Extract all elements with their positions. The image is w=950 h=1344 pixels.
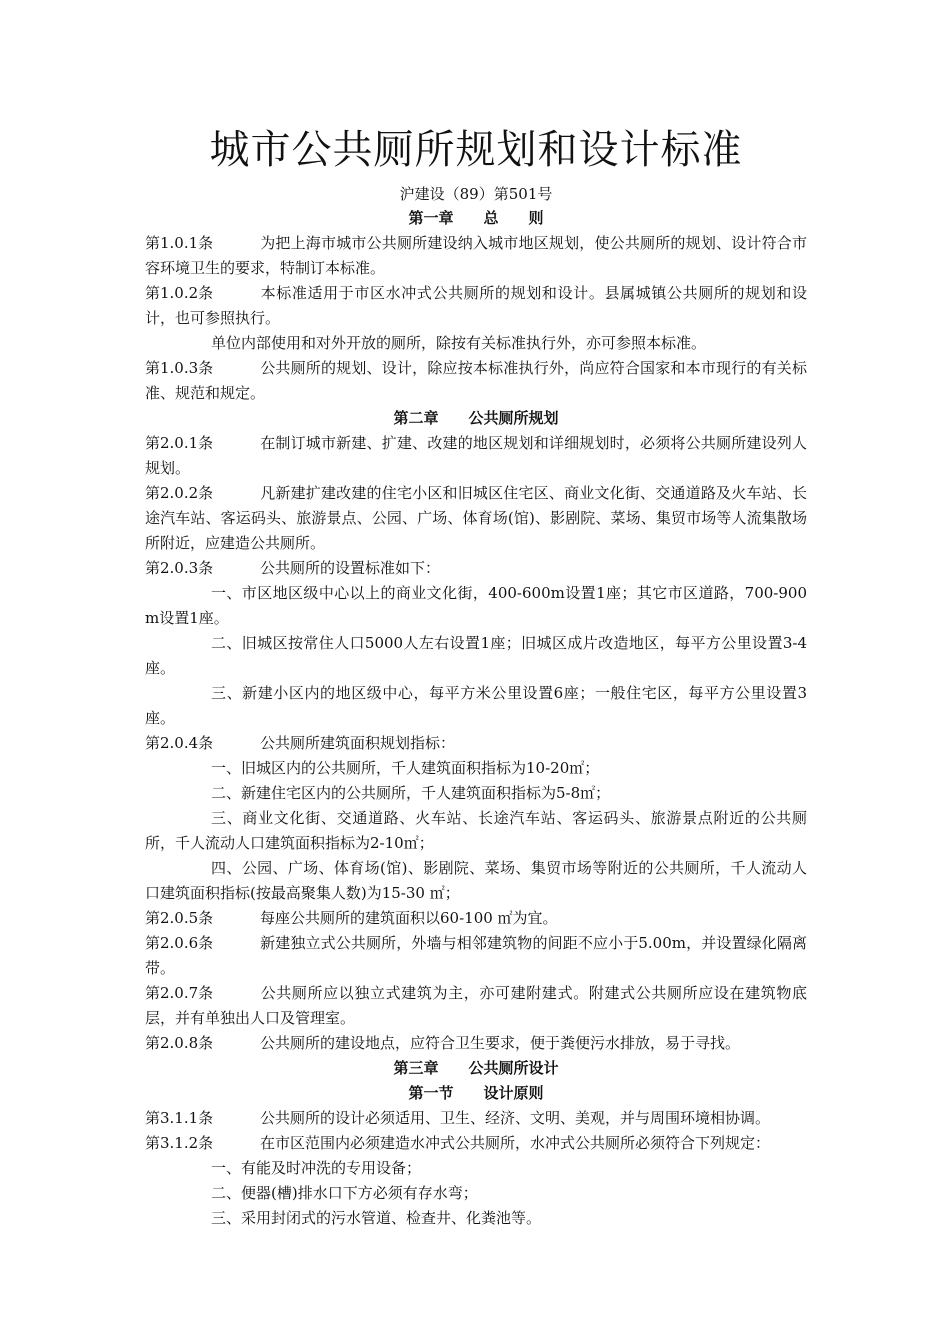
article-number: 第2.0.2条 [145,484,214,502]
article-paragraph [145,731,807,756]
article-number: 第2.0.6条 [145,934,214,952]
article-paragraph [145,906,807,931]
article-number: 第1.0.1条 [145,234,214,252]
clause-item: 二、便器(槽)排水口下方必须有存水弯； [211,1184,478,1202]
article-text: 在市区范围内必须建造水冲式公共厕所，水冲式公共厕所必须符合下列规定： [260,1134,771,1152]
article-paragraph [145,356,807,406]
article-text: 公共厕所的设计必须适用、卫生、经济、文明、美观，并与周围环境相协调。 [260,1109,771,1127]
chapter-heading: 第一章 总 则 [408,209,544,227]
document-body [145,206,807,1231]
chapter-heading: 第一节 设计原则 [408,1084,544,1102]
clause-item: 三、新建小区内的地区级中心，每平方米公里设置6座；一般住宅区，每平方公里设置3座。 [145,684,807,727]
article-text: 公共厕所的规划、设计，除应按本标准执行外，尚应符合国家和本市现行的有关标准、规范和规定。 [145,359,807,402]
article-text: 在制订城市新建、扩建、改建的地区规划和详细规划时，必须将公共厕所建设列人规划。 [145,434,807,477]
article-paragraph [145,556,807,581]
article-text: 公共厕所应以独立式建筑为主，亦可建附建式。附建式公共厕所应设在建筑物底层，并有单独出人口及管理室。 [145,984,807,1027]
article-paragraph [145,281,807,331]
article-paragraph [145,481,807,556]
article-paragraph [145,431,807,481]
article-text: 为把上海市城市公共厕所建设纳入城市地区规划，使公共厕所的规划、设计符合市容环境卫生的要求，特制订本标准。 [145,234,807,277]
clause-item: 四、公园、广场、体育场(馆)、影剧院、菜场、集贸市场等附近的公共厕所，千人流动人口建筑面积指标(按最高聚集人数)为15-30 ㎡； [145,859,807,902]
clause-item: 一、有能及时冲洗的专用设备； [211,1159,422,1177]
article-text: 公共厕所的建设地点，应符合卫生要求，便于粪便污水排放，易于寻找。 [260,1034,741,1052]
clause-item: 三、商业文化街、交通道路、火车站、长途汽车站、客运码头、旅游景点附近的公共厕所，千人流动人口建筑面积指标为2-10㎡； [145,809,807,852]
clause-item: 一、旧城区内的公共厕所，千人建筑面积指标为10-20㎡； [211,759,600,777]
document-page [145,120,807,1231]
article-text: 公共厕所建筑面积规划指标： [260,734,456,752]
clause-item: 三、采用封闭式的污水管道、检查井、化粪池等。 [211,1209,542,1227]
article-paragraph [145,1131,807,1156]
article-number: 第2.0.8条 [145,1034,214,1052]
article-text: 凡新建扩建改建的住宅小区和旧城区住宅区、商业文化街、交通道路及火车站、长途汽车站、客运码头、旅游景点、公园、广场、体育场(馆)、影剧院、菜场、集贸市场等人流集散场所附近，应建造公共厕所。 [145,484,807,552]
article-paragraph [145,931,807,981]
clause-item: 二、旧城区按常住人口5000人左右设置1座；旧城区成片改造地区，每平方公里设置3-4座。 [145,634,807,677]
clause-item: 单位内部使用和对外开放的厕所，除按有关标准执行外，亦可参照本标准。 [211,334,707,352]
article-number: 第2.0.4条 [145,734,214,752]
article-number: 第3.1.1条 [145,1109,214,1127]
clause-item: 一、市区地区级中心以上的商业文化街，400-600m设置1座；其它市区道路，700-900m设置1座。 [145,584,807,627]
article-text: 新建独立式公共厕所，外墙与相邻建筑物的间距不应小于5.00m，并设置绿化隔离带。 [145,934,807,977]
article-number: 第1.0.2条 [145,284,214,302]
article-paragraph [145,1031,807,1056]
document-number: 沪建设（89）第501号 [399,185,553,203]
article-text: 本标准适用于市区水冲式公共厕所的规划和设计。县属城镇公共厕所的规划和设计，也可参照执行。 [145,284,807,327]
clause-item: 二、新建住宅区内的公共厕所，千人建筑面积指标为5-8㎡； [211,784,611,802]
article-number: 第2.0.3条 [145,559,214,577]
document-title: 城市公共厕所规划和设计标准 [209,127,743,173]
article-number: 第1.0.3条 [145,359,214,377]
article-text: 公共厕所的设置标准如下： [260,559,441,577]
article-paragraph [145,1106,807,1131]
article-paragraph [145,981,807,1031]
article-text: 每座公共厕所的建筑面积以60-100 ㎡为宜。 [260,909,558,927]
article-number: 第3.1.2条 [145,1134,214,1152]
article-number: 第2.0.5条 [145,909,214,927]
article-number: 第2.0.1条 [145,434,214,452]
article-number: 第2.0.7条 [145,984,214,1002]
chapter-heading: 第二章 公共厕所规划 [393,409,559,427]
article-paragraph [145,231,807,281]
chapter-heading: 第三章 公共厕所设计 [393,1059,559,1077]
